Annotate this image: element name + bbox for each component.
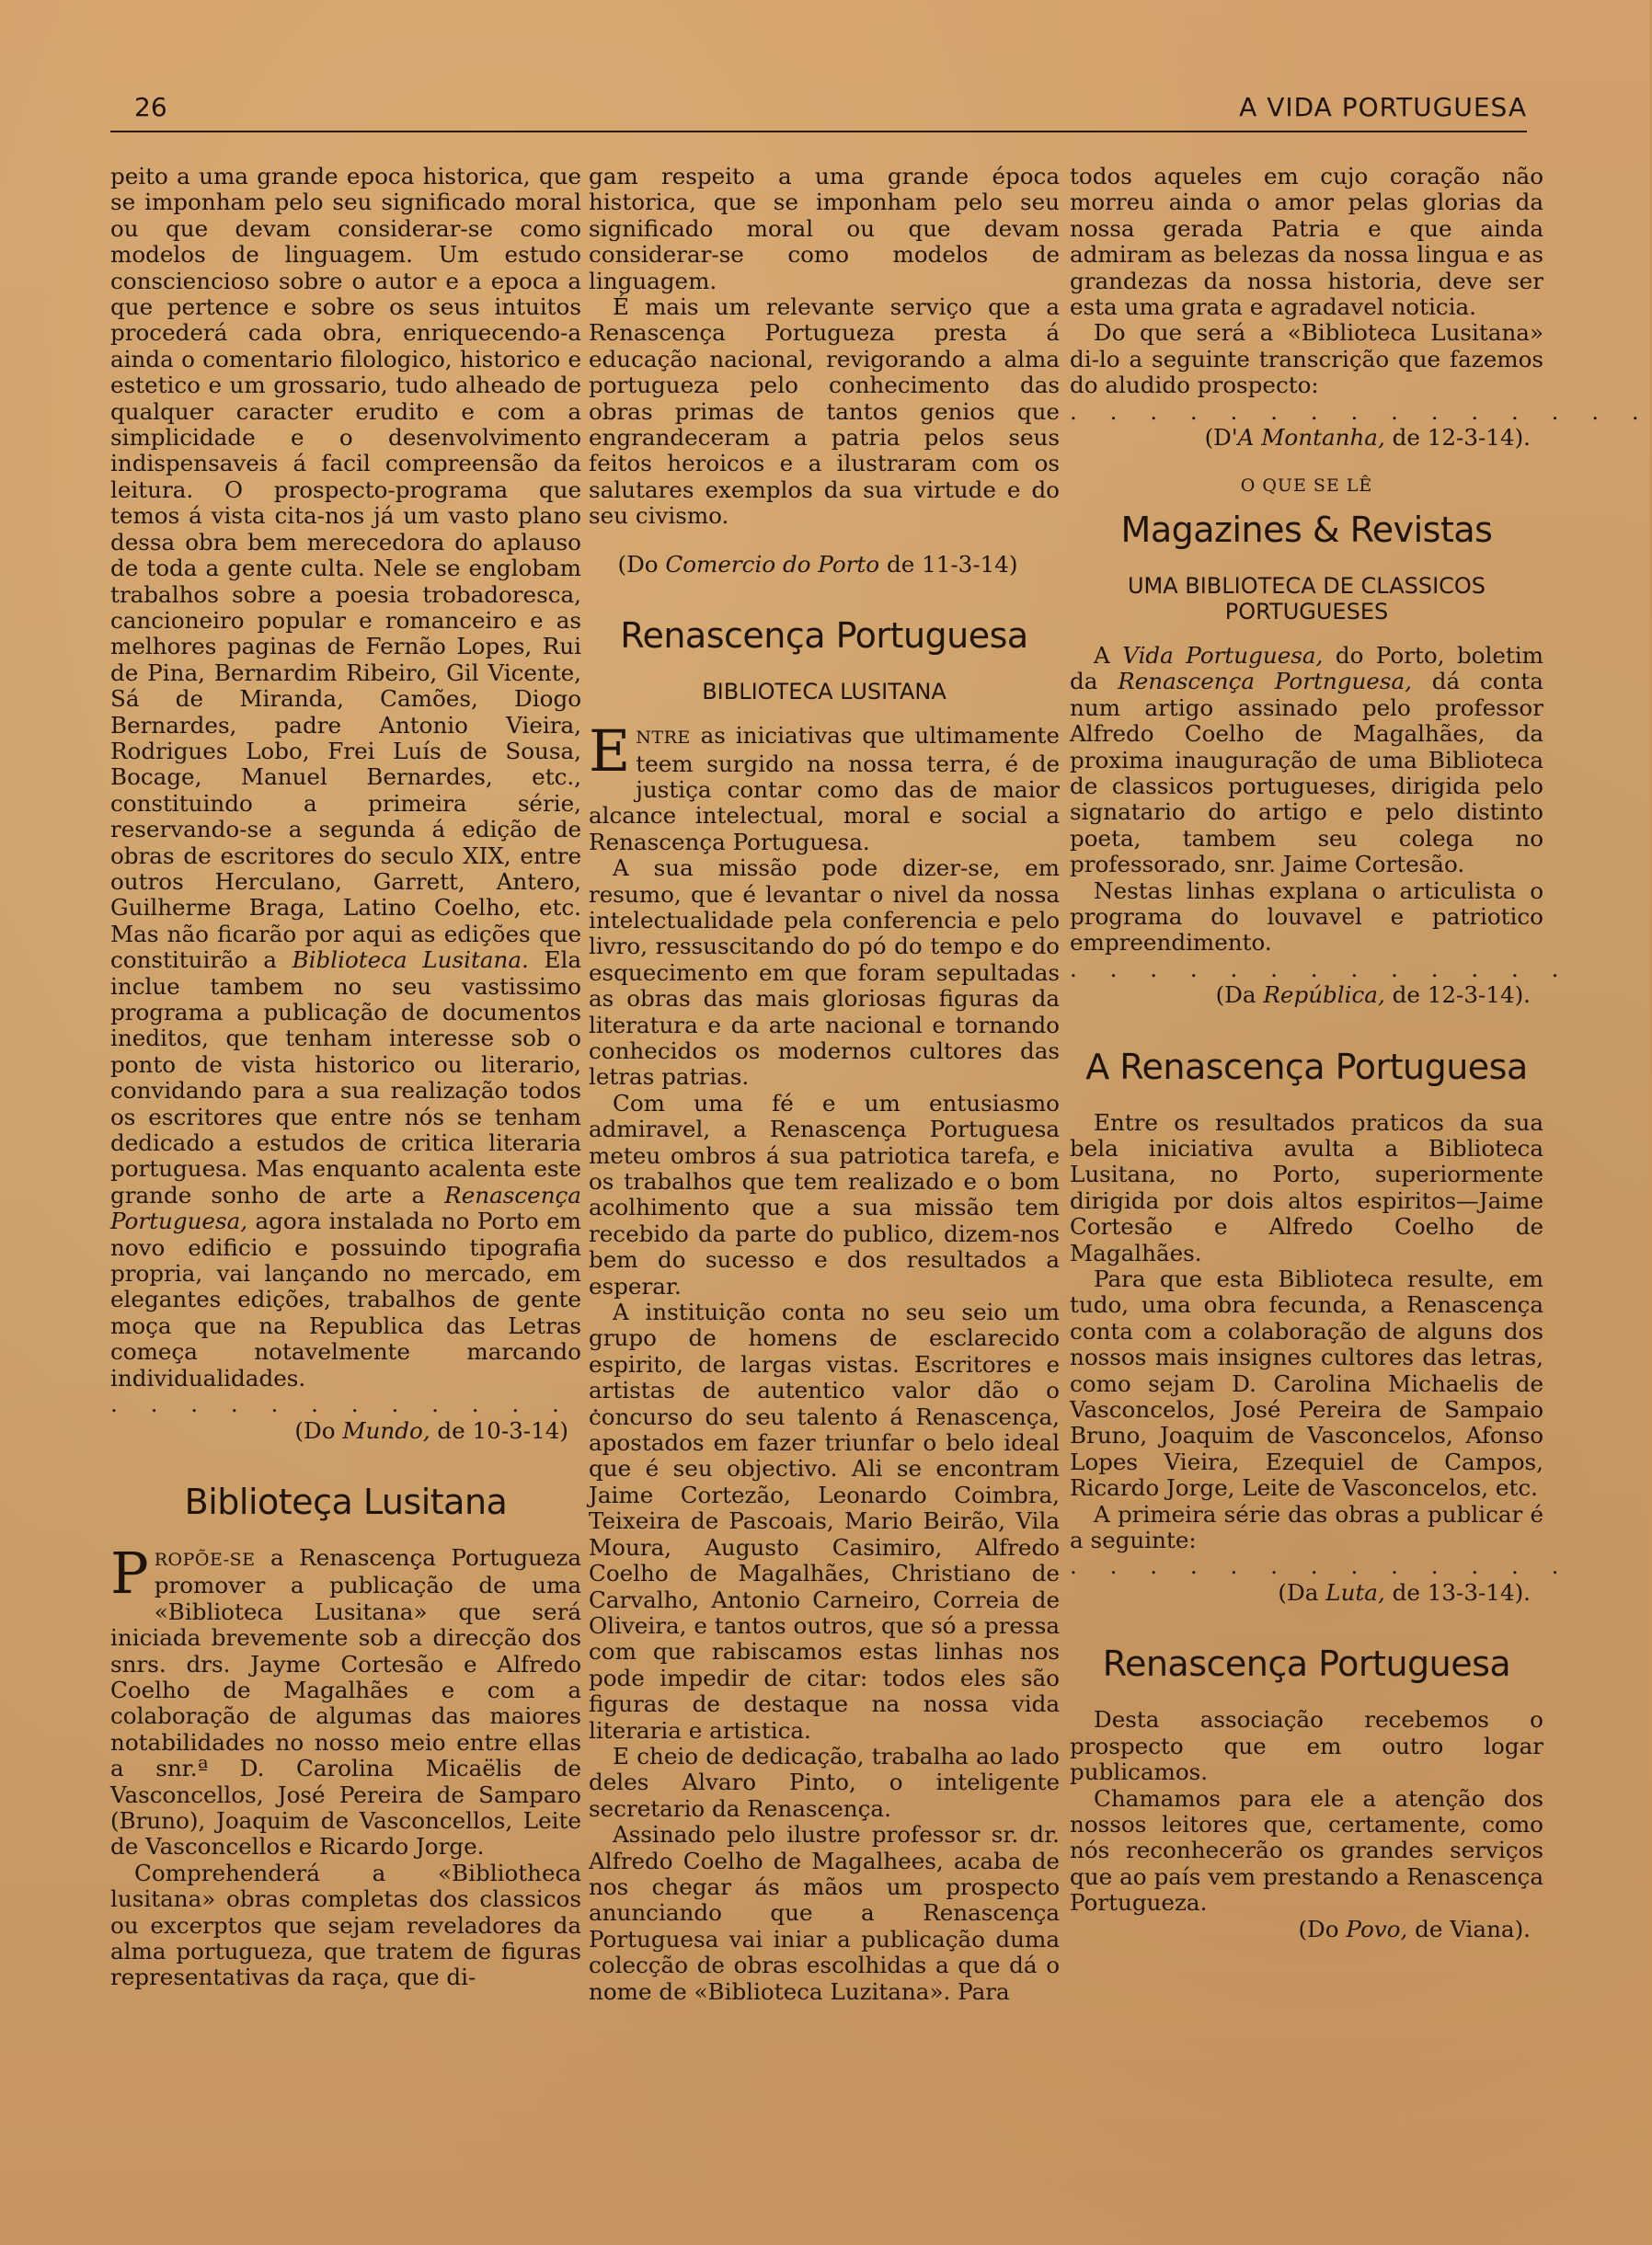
article-subheading: UMA BIBLIOTECA DE CLASSICOS PORTUGUESES (1127, 572, 1486, 624)
source-citation: (Do Comercio do Porto de 11-3-14) (617, 550, 1018, 578)
article-paragraph: peito a uma grande epoca historica, que se imponham pelo seu significado moral ou que devam considerar-se como modelos de linguagem. Um estudo consciencioso sobre o autor e a epoca a que pertence e sobre os seus intuitos procederá cada obra, enriquecendo-a ainda o comentario filologico, historico e estetico e um grossario, tudo alheado de qualquer caracter erudito e com a simplicidade e o desenvolvimento indispensaveis á facil compreensão da leitura. O prospecto-programa que temos á vista cita-nos já um vasto plano dessa obra bem merecedora do aplauso de toda a gente culta. Nele se englobam trabalhos sobre a poesia trobadoresca, cancioneiro popular e romanceiro e as melhores paginas de Fernão Lopes, Rui de Pina, Bernardim Ribeiro, Gil Vicente, Sá de Miranda, Camões, Diogo Bernardes, padre Antonio Vieira, Rodrigues Lobo, Frei Luís de Sousa, Bocage, Manuel Bernardes, etc., constituindo a primeira série, reservando-se a segunda á edição de obras de escritores do seculo XIX, entre outros Herculano, Garrett, Antero, Guilherme Braga, Latino Coelho, etc. Mas não ficarão por aqui as edições que constituirão a Biblioteca Lusitana. Ela inclue tambem no seu vastissimo programa a publicação de documentos ineditos, que tenham interesse sob o ponto de vista historico ou literario, convidando para a sua realização todos os escritores que entre nós se tenham dedicado a estudos de critica literaria portuguesa. Mas enquanto acalenta este grande sonho de arte a Renascença Portuguesa, agora instalada no Porto em novo edificio e possuindo tipografia propria, vai lançando no mercado, em elegantes edições, trabalhos de gente moça que na Republica das Letras começa notavelmente marcando individualidades. (110, 163, 581, 1392)
article-paragraph: É mais um relevante serviço que a Renascença Portugueza presta á educação nacional, revigorando a alma portugueza pelo conhecimento das obras primas de tantos genios que engrandeceram a patria pelos seus feitos heroicos e a ilustraram com os salutares exemplos da sua virtude e do seu civismo. (589, 293, 1060, 530)
article-subheading: BIBLIOTECA LUSITANA (702, 679, 946, 705)
publication-title: A VIDA PORTUGUESA (1239, 92, 1527, 122)
article-paragraph: ENTRE as iniciativas que ultimamente teem surgido na nossa terra, é de justiça contar como das de maior alcance intelectual, moral e social a Renascença Portuguesa. (589, 717, 1060, 855)
source-citation: (Da República, de 12-3-14). (1215, 981, 1531, 1009)
article-paragraph: Chamamos para ele a atenção dos nossos leitores que, certamente, como nós reconhecerão os grandes serviços que ao país vem prestando a Renascença Portugueza. (1070, 1784, 1543, 1917)
article-heading: Biblioteça Lusitana (184, 1481, 508, 1522)
ellipsis-row: . . . . . . . . . . . . . (110, 1391, 613, 1418)
ellipsis-row: . . . . . . . . . . . . . (1070, 955, 1572, 982)
column-3 (1070, 163, 1652, 1942)
article-paragraph: PROPÕE-SE a Renascença Portugueza promover a publicação de uma «Biblioteca Lusitana» que será iniciada brevemente sob a direcção dos snrs. drs. Jayme Cortesão e Alfredo Coelho de Magalhães e com a colaboração de algumas das maiores notabilidades no nosso meio entre ellas a snr.ª D. Carolina Micaëlis de Vasconcellos, José Pereira de Samparo (Bruno), Joaquim de Vasconcellos, Leite de Vasconcellos e Ricardo Jorge. (110, 1539, 581, 1861)
article-paragraph: A instituição conta no seu seio um grupo de homens de esclarecido espirito, de largas vistas. Escritores e artistas de autentico valor dão o concurso do seu talento á Renascença, apostados em fazer triunfar o belo ideal que é seu objectivo. Ali se encontram Jaime Cortezão, Leonardo Coimbra, Teixeira de Pascoais, Mario Beirão, Vila Moura, Augusto Casimiro, Alfredo Coelho de Magalhães, Christiano de Carvalho, Antonio Carneiro, Correia de Oliveira, e tantos outros, que só a pressa com que rabiscamos estas linhas nos pode impedir de citar: todos eles são figuras de destaque na nossa vida literaria e artistica. (589, 1299, 1060, 1744)
article-paragraph: todos aqueles em cujo coração não morreu ainda o amor pelas glorias da nossa gerada Patria e que ainda admiram as belezas da nossa lingua e as grandezas da nossa historia, deve ser esta uma grata e agradavel noticia. (1070, 163, 1543, 321)
page-header (110, 88, 1527, 132)
article-paragraph: A Vida Portuguesa, do Porto, boletim da Renascença Portnguesa, dá conta num artigo assinado pelo professor Alfredo Coelho de Magalhães, da proxima inauguração de uma Biblioteca de classicos portugueses, dirigida pelo signatario do artigo e pelo distinto poeta, tambem seu colega no professorado, snr. Jaime Cortesão. (1070, 641, 1543, 878)
article-paragraph: E cheio de dedicação, trabalha ao lado deles Alvaro Pinto, o inteligente secretario da Renascença. (589, 1742, 1060, 1822)
column-1 (110, 163, 613, 1991)
article-paragraph: Nestas linhas explana o articulista o programa do louvavel e patriotico empreendimento. (1070, 876, 1543, 956)
article-heading: Magazines & Revistas (1120, 509, 1493, 550)
column-2 (589, 164, 1060, 2005)
source-citation: (Da Luta, de 13-3-14). (1278, 1578, 1531, 1606)
page-number: 26 (134, 92, 167, 122)
article-paragraph: A primeira série das obras a publicar é a seguinte: (1070, 1500, 1543, 1554)
article-paragraph: Com uma fé e um entusiasmo admiravel, a Renascença Portuguesa meteu ombros á sua patriotica tarefa, e os trabalhos que tem realizado e o bom acolhimento que a sua missão tem recebido da parte do publico, dizem-nos bem do sucesso e dos resultados a esperar. (589, 1089, 1060, 1300)
article-paragraph: Assinado pelo ilustre professor sr. dr. Alfredo Coelho de Magalhees, acaba de nos chegar ás mãos um prospecto anunciando que a Renascença Portuguesa vai iniar a publicação duma colecção de obras escolhidas a que dá o nome de «Biblioteca Luzitana». Para (589, 1821, 1060, 2005)
source-citation: (Do Povo, de Viana). (1298, 1915, 1531, 1942)
source-citation: (Do Mundo, de 10-3-14) (294, 1416, 568, 1444)
article-paragraph: Para que esta Biblioteca resulte, em tudo, uma obra fecunda, a Renascença conta com a colaboração de alguns dos nossos mais insignes cultores das letras, como sejam D. Carolina Michaelis de Vasconcelos, José Pereira de Sampaio Bruno, Joaquim de Vasconcelos, Afonso Lopes Vieira, Ezequiel de Campos, Ricardo Jorge, Leite de Vasconcelos, etc. (1070, 1266, 1543, 1502)
article-heading: A Renascença Portuguesa (1085, 1046, 1528, 1087)
article-paragraph: gam respeito a uma grande época historica, que se imponham pelo seu significado moral ou que devam considerar-se como modelos de linguagem. (589, 163, 1060, 294)
article-paragraph: Entre os resultados praticos da sua bela iniciativa avulta a Biblioteca Lusitana, no Porto, superiormente dirigida por dois altos espiritos—Jaime Cortesão e Alfredo Coelho de Magalhães. (1070, 1108, 1543, 1266)
drop-cap: P (110, 1539, 149, 1607)
article-paragraph: Desta associação recebemos o prospecto que em outro logar publicamos. (1070, 1706, 1543, 1786)
article-paragraph: A sua missão pode dizer-se, em resumo, que é levantar o nivel da nossa intelectualidade pela conferencia e pelo livro, ressuscitando do pó do tempo e do esquecimento em que foram sepultadas as obras das mais gloriosas figuras da literatura e da arte nacional e tornando conhecidos os modernos cultores das letras patrias. (589, 854, 1060, 1091)
ellipsis-row: . . . . . . . . . . . . . (1070, 1552, 1572, 1580)
section-kicker: O QUE SE LÊ (1240, 475, 1373, 497)
source-citation: (D'A Montanha, de 12-3-14). (1204, 424, 1531, 452)
article-heading: Renascença Portuguesa (1102, 1644, 1511, 1685)
article-heading: Renascença Portuguesa (620, 615, 1028, 657)
article-paragraph: Comprehenderá a «Bibliotheca lusitana» obras completas dos classicos ou excerptos que sejam reveladores da alma portugueza, que tratem de figuras representativas da raça, que di- (110, 1859, 581, 1991)
drop-cap: E (589, 717, 631, 785)
article-paragraph: Do que será a «Biblioteca Lusitana» di-lo a seguinte transcrição que fazemos do aludido prospecto: (1070, 319, 1543, 399)
ellipsis-row: . . . . . . . . . . . . . . . (1070, 397, 1652, 425)
